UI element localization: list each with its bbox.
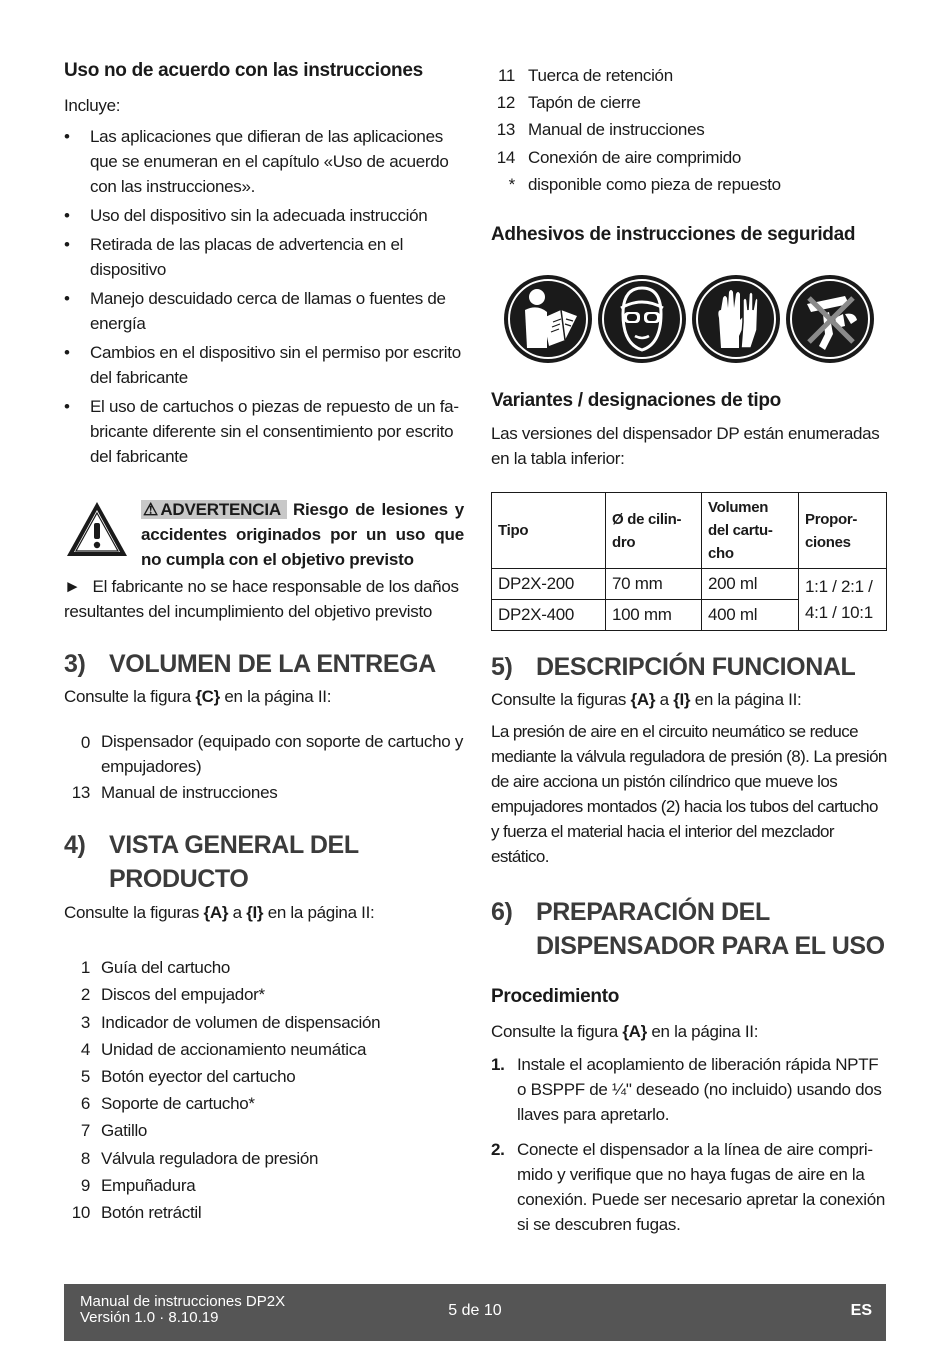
list-item: 13 Manual de instrucciones	[71, 783, 278, 802]
list-item: 4 Unidad de accionamiento neumática	[80, 1039, 367, 1059]
variants-intro: Las versiones del dispensador DP están enumeradas en la tabla inferior:	[491, 424, 880, 469]
list-item: 7 Gatillo	[80, 1121, 148, 1141]
table-header: Ø de cilindro	[606, 493, 702, 569]
product-parts-list-continued	[491, 62, 887, 198]
left-column	[64, 58, 464, 1226]
safety-glasses-icon	[597, 274, 687, 364]
section-5-ref: Consulte la figuras {A} a {I} en la página II:	[491, 690, 802, 710]
table-cell: 400 ml	[702, 600, 799, 631]
warning-triangle-icon	[64, 499, 130, 559]
table-cell: 100 mm	[606, 600, 702, 631]
section-4-ref: Consulte la figuras {A} a {I} en la página II:	[64, 903, 375, 923]
table-cell: 200 ml	[702, 569, 799, 600]
gloves-icon	[691, 274, 781, 364]
section-5-body: La presión de aire en el circuito neumático se reduce mediante la válvula reguladora de presión (8). La presión de aire acciona un pistón cilíndrico que mueve los empujadores montados (2) hacia los tubos del cartucho y fuerza el material hacia el interior del mezclador estático.	[491, 722, 887, 867]
stickers-heading: Adhesivos de instrucciones de seguridad	[491, 224, 856, 246]
includes-label: Incluye:	[64, 96, 121, 115]
list-item: • Las aplicaciones que difieran de las aplicaciones que se enumeran en el capítulo «Uso de acuerdo con las instrucciones».	[64, 127, 449, 196]
list-item: 8 Válvula reguladora de presión	[80, 1148, 319, 1168]
section-5-title: 5) DESCRIPCIÓN FUNCIONAL	[491, 653, 856, 682]
page-footer	[64, 1284, 886, 1341]
list-item: 2 Discos del empujador*	[80, 985, 265, 1005]
warning-note: ► El fabricante no se hace responsable de los daños resultantes del incumplimiento del objetivo previsto	[64, 577, 459, 621]
section-6-title: 6) PREPARACIÓN DEL DISPENSADOR PARA EL USO	[491, 898, 885, 961]
table-cell: DP2X-200	[492, 569, 606, 600]
section-4-title: 4) VISTA GENERAL DEL PRODUCTO	[64, 831, 359, 894]
delivery-list	[64, 729, 464, 806]
list-item: • Retirada de las placas de advertencia en el dispositivo	[64, 235, 404, 279]
list-item: 13 Manual de instrucciones	[496, 120, 705, 140]
procedure-steps	[491, 1052, 887, 1237]
table-header: Volumen del cartucho	[702, 493, 799, 569]
list-item: 6 Soporte de cartucho*	[80, 1094, 255, 1114]
list-item: 1 Guía del cartucho	[80, 958, 231, 978]
table-cell: 1:1 / 2:1 / 4:1 / 10:1	[799, 569, 887, 631]
list-item: • Uso del dispositivo sin la adecuada instrucción	[64, 206, 428, 225]
table-header: Tipo	[492, 493, 606, 569]
list-item: 10 Botón retráctil	[71, 1203, 202, 1223]
table-header: Proporciones	[799, 493, 887, 569]
warning-label: ⚠ADVERTENCIA	[141, 500, 287, 519]
list-item: * disponible como pieza de repuesto	[508, 174, 781, 194]
product-parts-list	[64, 954, 464, 1226]
page-number: 5 de 10	[448, 1302, 502, 1319]
right-column	[491, 62, 887, 1247]
no-hands-near-icon	[785, 274, 875, 364]
section-6-ref: Consulte la figura {A} en la página II:	[491, 1022, 759, 1042]
list-item: 0 Dispensador (equipado con soporte de cartucho y empujadores)	[80, 732, 464, 776]
list-item: 12 Tapón de cierre	[496, 93, 641, 113]
table-row	[492, 569, 887, 600]
list-item: • El uso de cartuchos o piezas de repuesto de un fabricante diferente sin el consentimiento por escrito del fabricante	[64, 397, 459, 466]
read-manual-icon	[503, 274, 593, 364]
variants-table	[491, 492, 887, 631]
safety-stickers	[503, 274, 887, 364]
list-item: 1. Instale el acoplamiento de liberación rápida NPTF o BSPPF de ¼" deseado (no incluido) usando dos llaves para apretarlo.	[491, 1055, 882, 1125]
language-code: ES	[850, 1302, 872, 1319]
footer-doc-title: Manual de instrucciones DP2X	[80, 1293, 286, 1310]
section-3-ref: Consulte la figura {C} en la página II:	[64, 687, 332, 706]
list-item: • Manejo descuidado cerca de llamas o fuentes de energía	[64, 289, 446, 333]
misuse-heading: Uso no de acuerdo con las instrucciones	[64, 60, 423, 81]
variants-heading: Variantes / designaciones de tipo	[491, 390, 781, 412]
list-item: 5 Botón eyector del cartucho	[80, 1067, 296, 1087]
arrow-icon: ►	[64, 577, 81, 596]
list-item: 9 Empuñadura	[80, 1175, 196, 1195]
list-item: 3 Indicador de volumen de dispensación	[80, 1012, 381, 1032]
list-item: • Cambios en el dispositivo sin el permiso por escrito del fabricante	[64, 343, 461, 387]
warning-text: ⚠ADVERTENCIA Riesgo de lesiones y accidentes originados por un uso que no cumpla con el objetivo previsto	[141, 500, 464, 569]
table-cell: 70 mm	[606, 569, 702, 600]
footer-version: Versión 1.0 · 8.10.19	[80, 1309, 219, 1326]
section-3-title: 3) VOLUMEN DE LA ENTREGA	[64, 650, 436, 678]
procedure-heading: Procedimiento	[491, 986, 620, 1008]
list-item: 2. Conecte el dispensador a la línea de aire comprimido y verifique que no haya fugas de aire en la conexión. Puede ser necesario apretar la conexión si se descubren fugas.	[491, 1140, 886, 1235]
list-item: 14 Conexión de aire comprimido	[496, 147, 742, 167]
warning-box	[64, 497, 464, 572]
list-item: 11 Tuerca de retención	[497, 66, 673, 85]
table-header-row	[492, 493, 887, 569]
misuse-list	[64, 124, 464, 469]
table-cell: DP2X-400	[492, 600, 606, 631]
